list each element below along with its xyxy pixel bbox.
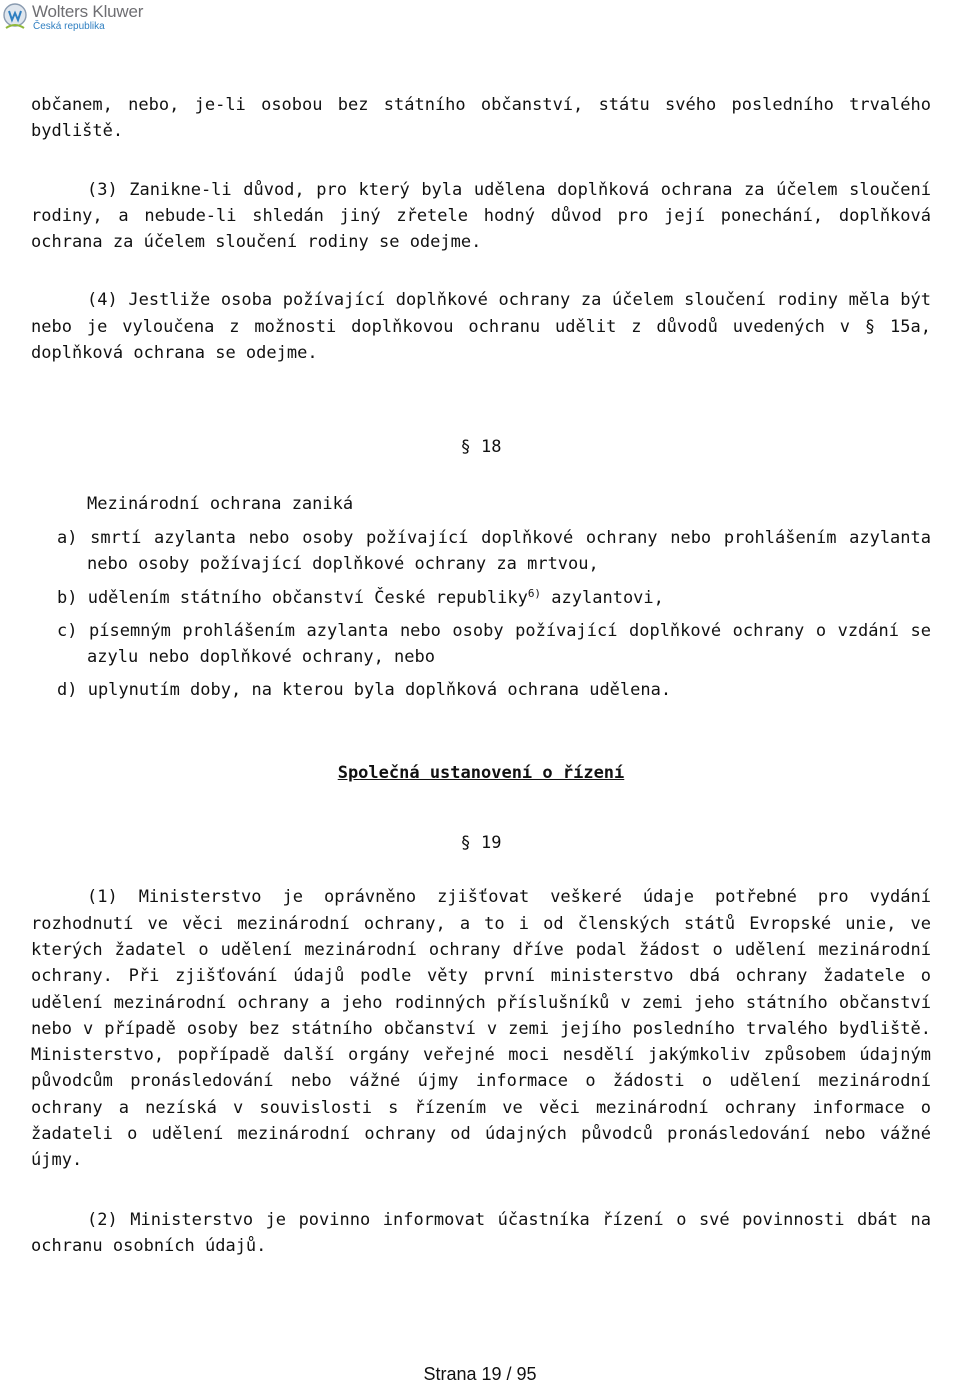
paragraph-continuation: občanem, nebo, je-li osobou bez státního občanství, státu svého posledního trvalého bydliště. [31, 95, 931, 142]
list-item-text: b) udělením státního občanství České republiky [57, 587, 528, 608]
list-item [57, 585, 931, 611]
termination-list [31, 525, 931, 704]
footnote-reference[interactable]: 6) [527, 586, 542, 600]
paragraph-19-1: (1) Ministerstvo je oprávněno zjišťovat veškeré údaje potřebné pro vydání rozhodnutí ve věci mezinárodní ochrany, a to i od členských států Evropské unie, ve kterých žadatel o udělení mezinárodní ochrany dříve podal žádost o udělení mezinárodní ochrany. Při zjišťování údajů podle věty první ministerstvo dbá ochrany žadatele o udělení mezinárodní ochrany a jeho rodinných příslušníků v zemi jeho státního občanství nebo v případě osoby bez státního občanství v zemi jejího posledního trvalého bydliště. Ministerstvo, popřípadě další orgány veřejné moci nesdělí jakýmkoliv způsobem údajným původcům pronásledování nebo vážné újmy informace o žádosti o udělení mezinárodní ochrany a nezíská v souvislosti s řízením ve věci mezinárodní ochrany informace o žadateli o udělení mezinárodní ochrany od údajných původců pronásledování nebo vážné újmy. [31, 887, 931, 1171]
document-body [31, 92, 931, 1259]
section-18-number: § 18 [460, 437, 502, 458]
brand-name: Wolters Kluwer [32, 2, 144, 21]
brand-logo [2, 2, 143, 33]
section-18-lead: Mezinárodní ochrana zaniká [87, 493, 354, 514]
list-item [57, 677, 931, 703]
list-item [57, 525, 931, 578]
list-item-text: c) písemným prohlášením azylanta nebo osoby požívající doplňkové ochrany o vzdání se azylu nebo doplňkové ochrany, nebo [57, 620, 931, 668]
page-number: Strana 19 / 95 [423, 1364, 537, 1384]
brand-subtitle: Česká republika [33, 21, 105, 32]
list-item-text: a) smrtí azylanta nebo osoby požívající doplňkové ochrany nebo prohlášením azylanta nebo osoby požívající doplňkové ochrany za mrtvou, [57, 527, 931, 575]
list-item-tail: azylantovi, [541, 587, 664, 608]
paragraph-3: (3) Zanikne-li důvod, pro který byla udělena doplňková ochrana za účelem sloučení rodiny, a nebude-li shledán jiný zřetele hodný důvod pro její ponechání, doplňková ochrana za účelem sloučení rodiny se odejme. [31, 179, 931, 253]
chapter-heading: Společná ustanovení o řízení [337, 762, 625, 783]
paragraph-4: (4) Jestliže osoba požívající doplňkové ochrany za účelem sloučení rodiny měla být nebo je vyloučena z možnosti doplňkovou ochranu udělit z důvodů uvedených v § 15a, doplňková ochrana se odejme. [31, 290, 931, 364]
paragraph-19-2: (2) Ministerstvo je povinno informovat účastníka řízení o své povinnosti dbát na ochranu osobních údajů. [31, 1209, 931, 1256]
section-19-number: § 19 [460, 833, 502, 854]
list-item-text: d) uplynutím doby, na kterou byla doplňková ochrana udělena. [57, 680, 672, 701]
list-item [57, 618, 931, 671]
wolters-kluwer-logo-icon [2, 2, 30, 32]
